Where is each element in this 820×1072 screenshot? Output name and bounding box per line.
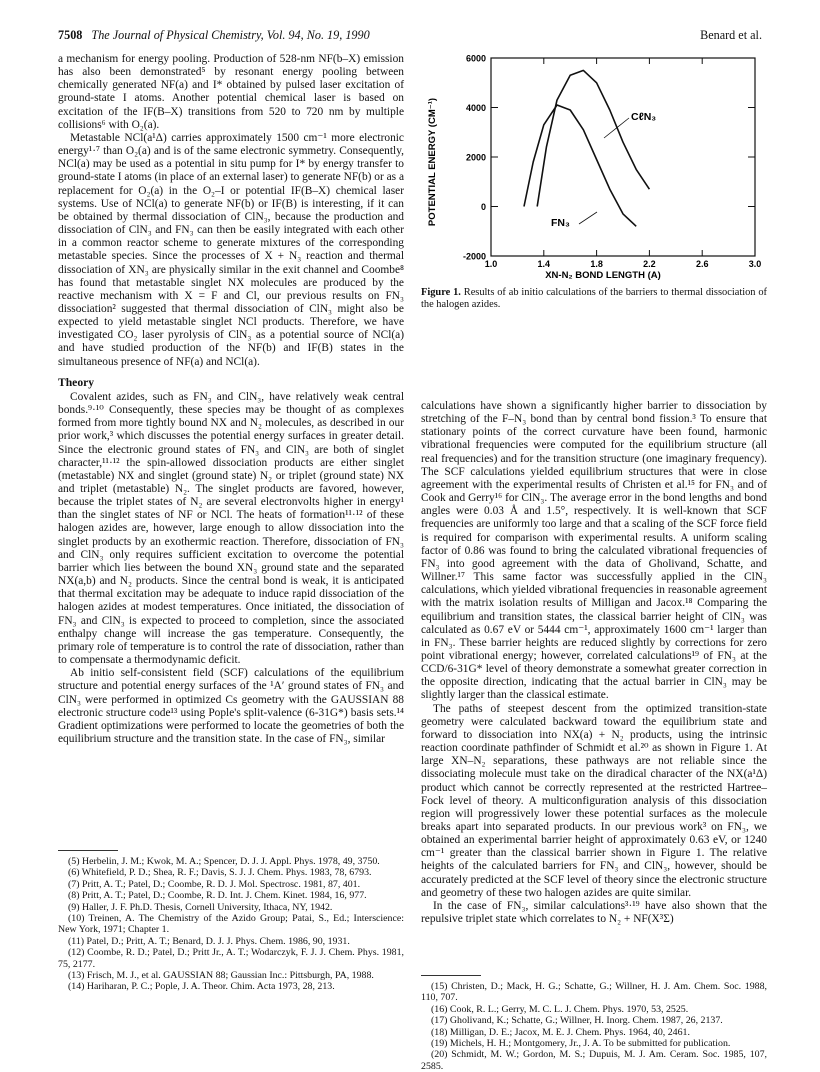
x-axis-label: XN-N₂ BOND LENGTH (A) [545,270,661,281]
fn3-label-leader [579,212,597,224]
body-paragraph: Covalent azides, such as FN₃ and ClN₃, have relatively weak central bonds.⁹·¹⁰ Consequently, these species may be thought of as complexes formed from more tightly bound NX and N₂ molecules, as described in our prior work,³ which discusses the potential energy surfaces in greater detail. Since the electronic ground states of FN₃ and ClN₃ are both of singlet character,¹¹·¹² the spin-allowed dissociation products are either singlet (metastable) NX and singlet (ground state) N₂ or triplet (ground state) NX and triplet (metastable) N₂. The singlet products are favored, however, because the triplet states of N₂ are several electronvolts higher in energy¹ than the singlet states of NF or NCl. The heats of formation¹¹·¹² of these halogen azides are, however, large enough to allow dissociation into the singlet products by an exothermic reaction. Therefore, dissociation of FN₃ and ClN₃ only requires sufficient excitation to overcome the potential barrier which lies between the bound XN₃ ground state and the separated NX(a,b) and N₂ products. Since the central bond is weak, it is anticipated that thermal excitation may be adequate to induce rapid dissociation of the halogen azides at modest temperatures. Once initiated, the dissociation of FN₃ and ClN₃ is expected to proceed to completion, since the associated enthalpy change will increase the gas temperature. Consequently, the primary role of temperature is to control the rate of dissociation, rather than to compensate a thermodynamic deficit. [58,390,404,667]
y-tick-label: 2000 [465,152,486,163]
y-tick-label: -2000 [462,251,486,262]
footnote: (7) Pritt, A. T.; Patel, D.; Coombe, R. D. J. Mol. Spectrosc. 1981, 87, 401. [68,878,361,890]
footnote-rule [421,975,481,976]
series-line-cln3 [537,70,649,206]
footnote: (19) Michels, H. H.; Montgomery, Jr., J. A. To be submitted for publication. [431,1038,731,1050]
footnote: (11) Patel, D.; Pritt, A. T.; Benard, D. J. J. Phys. Chem. 1986, 90, 1931. [68,935,350,947]
body-paragraph: Ab initio self-consistent field (SCF) calculations of the equilibrium structure and potential energy surfaces of the ¹A′ ground states of FN₃ and ClN₃ were performed in optimized Cs geometry with the GAUSSIAN 88 electronic structure code¹³ using Pople's split-valence (6-31G*) basis sets.¹⁴ Gradient optimizations were performed to locate the geometries of both the equilibrium structure and the transition state. In the case of FN₃, similar [58,667,404,745]
running-header [58,28,762,46]
footnote: (9) Haller, J. F. Ph.D. Thesis, Cornell University, Ithaca, NY, 1942. [68,901,333,913]
footnote: (16) Cook, R. L.; Gerry, M. C. L. J. Chem. Phys. 1970, 53, 2525. [431,1003,689,1015]
y-tick-label: 0 [480,202,486,212]
body-paragraph: Metastable NCl(a¹Δ) carries approximately 1500 cm⁻¹ more electronic energy¹·⁷ than O₂(a) and is of the same electronic symmetry. Consequently, NCl(a) may be used as a potential in situ pump for I* by energy transfer to ground-state I atoms (in place of an external laser) to generate NF(b) or as a replacement for O₂(a) in the O₂–I or potential IF(B–X) chemical laser systems. Use of NCl(a) to generate NF(b) or IF(B) is interesting, if it can be obtained by thermal dissociation of ClN₃, because the production and dissociation of ClN₃ and FN₃ can then be easily integrated with each other in a common reactor scheme to generate mixtures of the corresponding metastable species. Since the processes of X + N₃ reaction and thermal dissociation of XN₃ are physically similar in the exit channel and Coombe⁸ has found that metastable singlet NX molecules are produced by the reactive mechanism with X = F and Cl, our previous results on FN₃ dissociation² suggested that thermal dissociation of ClN₃ might also be expected to yield metastable singlet NCl products. Therefore, we have investigated CO₂ laser pyrolysis of ClN₃ as a potential source of NCl(a) and have studied production of the NF(b) and IF(B) states in the simultaneous presence of NF(a) and NCl(a). [58,131,405,368]
footnote: (6) Whitefield, P. D.; Shea, R. F.; Davis, S. J. J. Chem. Phys. 1983, 78, 6793. [68,867,372,879]
body-paragraph: In the case of FN₃, similar calculations³·¹⁹ have also shown that the repulsive triplet state which correlates to N₂ + NF(X³Σ) [421,899,767,926]
page-number: 7508 [58,28,83,42]
body-paragraph: The paths of steepest descent from the optimized transition-state geometry were calculated backward toward the equilibrium state and forward to dissociation into NX(a) + N₂ products, using the intrinsic reaction coordinate pathfinder of Schmidt et al.²⁰ as shown in Figure 1. At large XN–N₂ separations, these pathways are not reliable since the dissociating molecule must take on the diradical character of the NX(a¹Δ) product which cannot be correctly represented at the restricted Hartree–Fock level of theory. A multiconfiguration analysis of this dissociation region will progressively lower these potential surfaces as the molecule breaks apart into separated products. In our previous work³ on FN₃, we obtained an experimental barrier height of approximately 0.63 eV, or 1240 cm⁻¹ greater than the classical barrier shown in Figure 1. The relative heights of the calculated barriers for FN₃ and ClN₃, however, should be accurately predicted at the SCF level of theory since the electronic structure and geometry of these two halogen azides are quite similar. [421,702,767,899]
footnote: (18) Milligan, D. E.; Jacox, M. E. J. Chem. Phys. 1964, 40, 2461. [431,1026,690,1038]
footnote: (17) Gholivand, K.; Schatte, G.; Willner, H. Inorg. Chem. 1987, 26, 2137. [431,1015,723,1027]
body-paragraph: calculations have shown a significantly higher barrier to dissociation by stretching of the F–N₃ bond than by central bond fission.³ To ensure that stationary points of the correct curvature have been found, harmonic vibrational frequencies were computed for the equilibrium structure (all real frequencies) and for the transition structure (one imaginary frequency). The SCF calculations yielded equilibrium structures that were in close agreement with the experimental results of Christen et al.¹⁵ for FN₃ and of Cook and Gerry¹⁶ for ClN₃. The average error in the bond lengths and bond angles were 0.03 Å and 1.5°, respectively. It is well-known that SCF frequencies are uniformly too large and that a scaling of the SCF force field is required for comparison with experimental results. A uniform scaling factor of 0.86 was found to bring the calculated vibrational frequencies of FN₃ into good agreement with the data of Gholivand, Schatte, and Willner.¹⁷ This same factor was successfully applied in the ClN₃ calculations, which yielded vibrational frequencies in reasonable agreement with the matrix isolation results of Milligan and Jacox.¹⁸ Comparing the equilibrium and transition states, the classical barrier height of ClN₃ was calculated as 0.67 eV or 5444 cm⁻¹, approximately 1600 cm⁻¹ larger than in FN₃. These barrier heights are reduced slightly by corrections for zero point vibrational energy; however, correlated calculations¹⁹ of FN₃ at the CCD/6-31G* level of theory demonstrate a somewhat greater correction in the opposite direction, indicating that the actual barrier in ClN₃ may be slightly larger than the classical estimate. [421,400,767,702]
curve-label-fn3: FN₃ [551,217,570,229]
footnote: (5) Herbelin, J. M.; Kwok, M. A.; Spencer, D. J. J. Appl. Phys. 1978, 49, 3750. [68,856,380,867]
footnote: (14) Hariharan, P. C.; Pople, J. A. Theor. Chim. Acta 1973, 28, 213. [68,981,335,993]
running-authors: Benard et al. [700,28,762,42]
x-tick-label: 1.4 [537,259,551,269]
figure-caption [421,287,767,311]
journal-title: The Journal of Physical Chemistry, Vol. 94, No. 19, 1990 [91,28,370,42]
footnote: (12) Coombe, R. D.; Patel, D.; Pritt Jr., A. T.; Wodarczyk, F. J. J. Chem. Phys. 1981, 75, 2177. [58,947,404,970]
body-paragraph: a mechanism for energy pooling. Production of 528-nm NF(b–X) emission has also been demonstrated⁵ by resonant energy pooling between chemically generated NF(a) and I* obtained by pulsed laser excitation of ground-state I atoms. Another potential chemical laser is based on excitation of the IF(B–X) transitions from 520 to 720 nm by multiple collisions⁶ with O₂(a). [58,53,404,131]
y-tick-label: 4000 [465,103,486,113]
footnote: (8) Pritt, A. T.; Patel, D.; Coombe, R. D. Int. J. Chem. Kinet. 1984, 16, 977. [68,890,367,902]
footnote: (20) Schmidt, M. W.; Gordon, M. S.; Dupuis, M. J. Am. Ceram. Soc. 1985, 107, 2585. [421,1049,767,1072]
caption-lead: Figure 1. [421,287,461,298]
left-column [58,53,404,746]
footnotes-right [421,981,767,1072]
right-column [421,400,767,926]
footnote-rule [58,850,118,851]
x-tick-label: 2.6 [695,259,709,269]
y-tick-label: 6000 [465,53,486,64]
caption-text: Results of ab initio calculations of the barriers to thermal dissociation of the halogen azides. [421,287,767,310]
x-tick-label: 1.0 [484,259,498,269]
section-heading: Theory [58,375,95,389]
footnote: (10) Treinen, A. The Chemistry of the Azido Group; Patai, S., Ed.; Interscience: New York, 1971; Chapter 1. [58,913,404,936]
series-line-fn3 [524,105,636,226]
potential-energy-chart [421,50,767,285]
footnote: (15) Christen, D.; Mack, H. G.; Schatte, G.; Willner, H. J. Am. Chem. Soc. 1988, 110, 707. [421,981,767,1004]
y-axis-label: POTENTIAL ENERGY (CM⁻¹) [427,97,438,227]
plot-frame [491,58,755,256]
curve-label-cln3: CℓN₃ [631,111,657,123]
x-tick-label: 3.0 [748,259,762,269]
x-tick-label: 1.8 [590,259,603,269]
x-tick-label: 2.2 [643,259,656,269]
footnotes-left [58,856,404,993]
footnote: (13) Frisch, M. J., et al. GAUSSIAN 88; Gaussian Inc.: Pittsburgh, PA, 1988. [68,970,374,982]
